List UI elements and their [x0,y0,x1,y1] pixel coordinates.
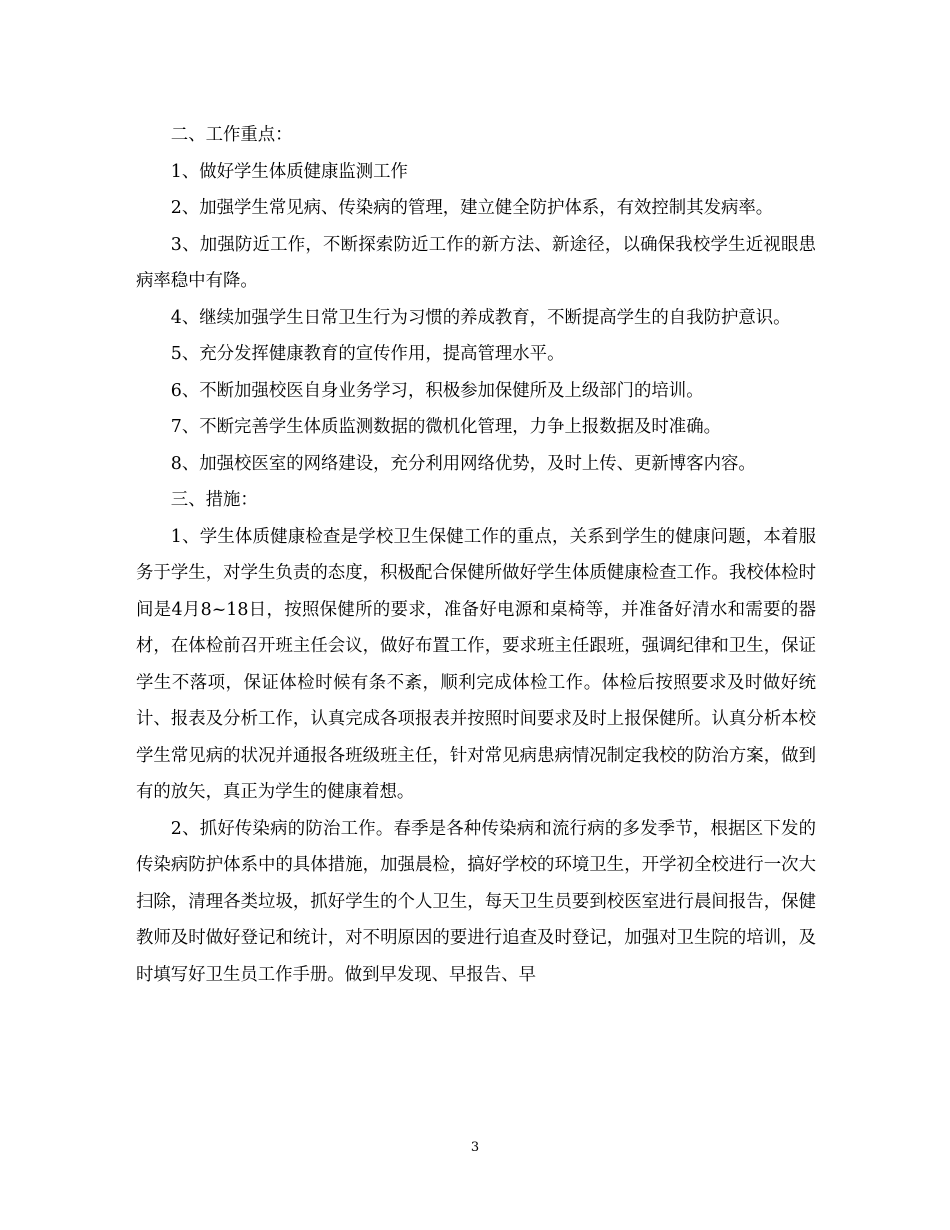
heading-work-focus: 二、工作重点： [170,125,293,145]
paragraph-item-1: 1、做好学生体质健康监测工作 [170,161,408,182]
paragraph-measure-1: 1、学生体质健康检查是学校卫生保健工作的重点，关系到学生的健康问题，本着服务于学生，对学生负责的态度，积极配合保健所做好学生体质健康检查工作。我校体检时间是4月8~18日，按照保健所的要求，准备好电源和桌椅等，并准备好清水和需要的器材，在体检前召开班主任会议，做好布置工作，要求班主任跟班，强调纪律和卫生，保证学生不落项，保证体检时候有条不紊，顺利完成体检工作。体检后按照要求及时做好统计、报表及分析工作，认真完成各项报表并按照时间要求及时上报保健所。认真分析本校学生常见病的状况并通报各班级班主任，针对常见病患病情况制定我校的防治方案，做到有的放矢，真正为学生的健康着想。 [136,526,816,802]
page-number: 3 [470,1140,480,1155]
paragraph-item-8: 8、加强校医室的网络建设，充分利用网络优势，及时上传、更新博客内容。 [170,453,756,474]
document-body [136,117,816,993]
paragraph-item-5: 5、充分发挥健康教育的宣传作用，提高管理水平。 [170,344,565,364]
paragraph-measure-2: 2、抓好传染病的防治工作。春季是各种传染病和流行病的多发季节，根据区下发的传染病防护体系中的具体措施，加强晨检，搞好学校的环境卫生，开学初全校进行一次大扫除，清理各类垃圾，抓好学生的个人卫生，每天卫生员要到校医室进行晨间报告，保健教师及时做好登记和统计，对不明原因的要进行追查及时登记，加强对卫生院的培训，及时填写好卫生员工作手册。做到早发现、早报告、早 [136,818,816,985]
paragraph-item-7: 7、不断完善学生体质监测数据的微机化管理，力争上报数据及时准确。 [170,417,721,437]
paragraph-item-4: 4、继续加强学生日常卫生行为习惯的养成教育，不断提高学生的自我防护意识。 [170,307,791,328]
paragraph-item-2: 2、加强学生常见病、传染病的管理，建立健全防护体系，有效控制其发病率。 [170,198,774,218]
paragraph-item-6: 6、不断加强校医自身业务学习，积极参加保健所及上级部门的培训。 [170,380,704,401]
paragraph-item-3: 3、加强防近工作，不断探索防近工作的新方法、新途径，以确保我校学生近视眼患病率稳中有降。 [136,234,816,291]
heading-measures: 三、措施： [170,490,258,510]
